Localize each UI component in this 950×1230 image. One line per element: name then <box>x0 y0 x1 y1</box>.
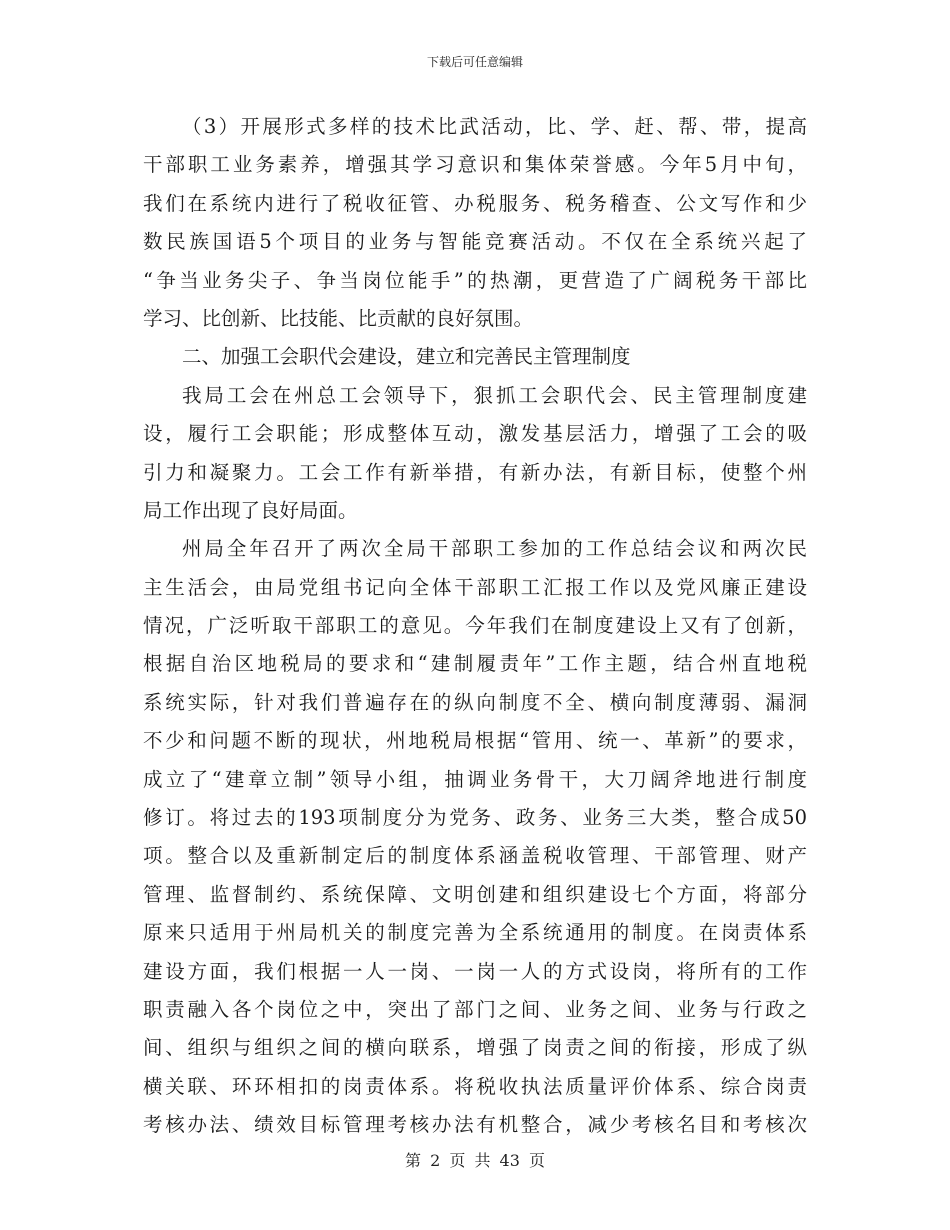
text-line: 引力和凝聚力。工会工作有新举措，有新办法，有新目标，使整个州 <box>143 460 807 484</box>
document-body <box>143 108 807 1145</box>
text-line: 我局工会在州总工会领导下，狠抓工会职代会、民主管理制度建 <box>182 383 807 407</box>
text-line: （3）开展形式多样的技术比武活动，比、学、赶、帮、带，提高 <box>182 115 807 138</box>
page-header: 下载后可任意编辑 <box>426 55 523 69</box>
text-line: 建设方面，我们根据一人一岗、一岗一人的方式设岗，将所有的工作 <box>143 959 807 983</box>
text-line: 根据自治区地税局的要求和“建制履责年”工作主题，结合州直地税 <box>143 652 807 676</box>
text-line: 成立了“建章立制”领导小组，抽调业务骨干，大刀阔斧地进行制度 <box>143 767 807 791</box>
text-line: 设，履行工会职能；形成整体互动，激发基层活力，增强了工会的吸 <box>143 422 807 446</box>
text-line: 局工作出现了良好局面。 <box>143 498 358 522</box>
text-line: 项。整合以及重新制定后的制度体系涵盖税收管理、干部管理、财产 <box>143 844 807 868</box>
text-line: 主生活会，由局党组书记向全体干部职工汇报工作以及党风廉正建设 <box>143 575 807 599</box>
text-line: 考核办法、绩效目标管理考核办法有机整合，减少考核名目和考核次 <box>143 1113 807 1137</box>
text-line: 原来只适用于州局机关的制度完善为全系统通用的制度。在岗责体系 <box>143 921 807 945</box>
text-line: 州局全年召开了两次全局干部职工参加的工作总结会议和两次民 <box>182 537 807 561</box>
text-line: 职责融入各个岗位之中，突出了部门之间、业务之间、业务与行政之 <box>143 997 807 1021</box>
text-line: 我们在系统内进行了税收征管、办税服务、税务稽查、公文写作和少 <box>143 191 807 215</box>
text-line: 系统实际，针对我们普遍存在的纵向制度不全、横向制度薄弱、漏洞 <box>143 690 807 714</box>
text-line: 间、组织与组织之间的横向联系，增强了岗责之间的衔接，形成了纵 <box>143 1036 807 1060</box>
text-line: 管理、监督制约、系统保障、文明创建和组织建设七个方面，将部分 <box>143 882 807 906</box>
text-line: 情况，广泛听取干部职工的意见。今年我们在制度建设上又有了创新， <box>143 614 807 638</box>
page-footer: 第 2 页 共 43 页 <box>405 1151 545 1170</box>
text-line: 数民族国语5个项目的业务与智能竞赛活动。不仅在全系统兴起了 <box>143 230 807 254</box>
text-line: 横关联、环环相扣的岗责体系。将税收执法质量评价体系、综合岗责 <box>143 1074 807 1098</box>
section-heading: 二、加强工会职代会建设，建立和完善民主管理制度 <box>182 345 631 369</box>
text-line: 修订。将过去的193项制度分为党务、政务、业务三大类，整合成50 <box>143 806 807 830</box>
text-line: 干部职工业务素养，增强其学习意识和集体荣誉感。今年5月中旬， <box>143 153 807 177</box>
text-line: 学习、比创新、比技能、比贡献的良好氛围。 <box>143 306 534 330</box>
text-line: “争当业务尖子、争当岗位能手”的热潮，更营造了广阔税务干部比 <box>143 268 807 292</box>
text-line: 不少和问题不断的现状，州地税局根据“管用、统一、革新”的要求， <box>143 729 807 753</box>
